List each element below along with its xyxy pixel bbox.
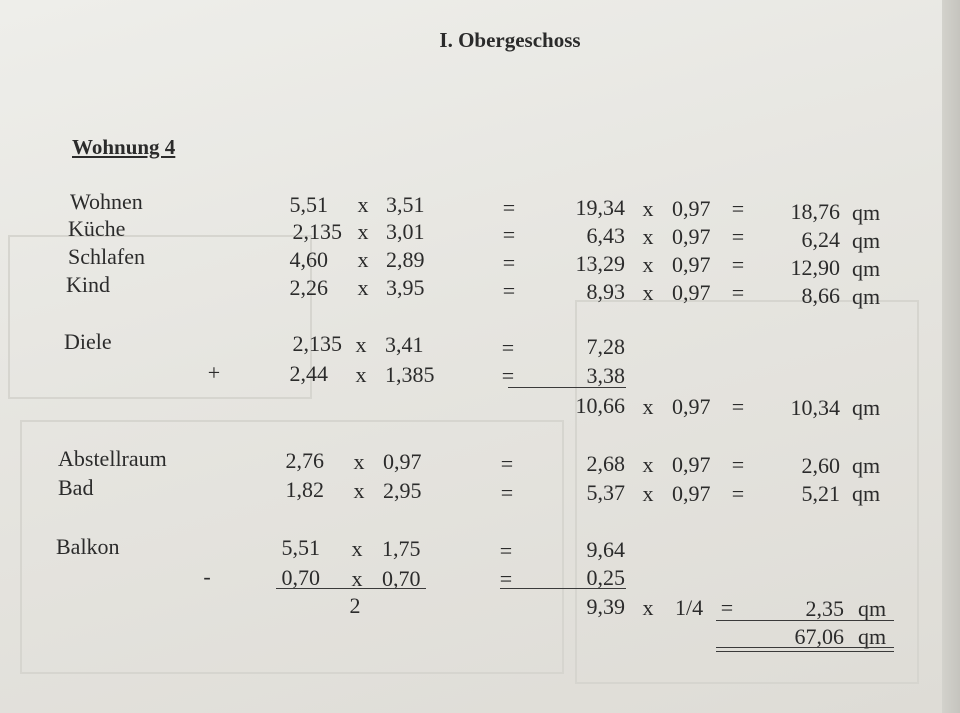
- total-unit: qm: [858, 624, 887, 649]
- area-value: 9,64: [586, 537, 625, 562]
- room-label: Schlafen: [68, 244, 145, 269]
- area-value: 13,29: [575, 251, 625, 276]
- times-sign: x: [353, 449, 365, 474]
- length-value: 2,26: [289, 275, 328, 300]
- factor-value: 0,97: [672, 196, 711, 221]
- width-value: 0,70: [382, 566, 421, 591]
- factor-value: 0,97: [672, 224, 711, 249]
- page-title: I. Obergeschoss: [439, 28, 581, 52]
- length-value: 5,51: [281, 535, 320, 560]
- times-sign: x: [355, 362, 367, 387]
- equals-sign: =: [720, 595, 734, 620]
- unit-label: qm: [852, 453, 881, 478]
- total-double-underline-top: [716, 647, 894, 648]
- area-value: 5,37: [586, 480, 625, 505]
- equals-sign: =: [499, 566, 513, 591]
- equals-sign: =: [731, 224, 745, 249]
- times-sign: x: [642, 481, 654, 506]
- fraction-line: [276, 588, 426, 589]
- equals-sign: =: [499, 538, 513, 563]
- result-value: 18,76: [790, 199, 840, 224]
- area-value: 7,28: [586, 334, 625, 359]
- room-label: Bad: [58, 475, 94, 500]
- length-value: 2,44: [289, 361, 328, 386]
- area-value: 6,43: [586, 223, 625, 248]
- times-sign: x: [642, 196, 654, 221]
- equals-sign: =: [500, 480, 514, 505]
- sum-underline: [508, 387, 626, 388]
- length-value: 0,70: [281, 565, 320, 590]
- length-value: 2,76: [285, 448, 324, 473]
- unit-label: qm: [852, 200, 881, 225]
- factor-value: 1/4: [675, 595, 704, 620]
- result-value: 8,66: [801, 283, 840, 308]
- room-label: Küche: [68, 216, 126, 241]
- times-sign: x: [642, 394, 654, 419]
- divisor-value: 2: [349, 593, 361, 618]
- area-value: 0,25: [586, 565, 625, 590]
- total-double-underline-bottom: [716, 651, 894, 652]
- area-sum-value: 9,39: [586, 594, 625, 619]
- unit-label: qm: [852, 256, 881, 281]
- times-sign: x: [357, 247, 369, 272]
- length-value: 2,135: [292, 219, 342, 244]
- apartment-heading: Wohnung 4: [72, 135, 176, 159]
- width-value: 3,51: [386, 192, 425, 217]
- times-sign: x: [642, 452, 654, 477]
- width-value: 3,01: [386, 219, 425, 244]
- unit-label: qm: [858, 596, 887, 621]
- factor-value: 0,97: [672, 452, 711, 477]
- room-label: Abstellraum: [58, 446, 167, 471]
- width-value: 0,97: [383, 449, 422, 474]
- result-value: 2,60: [801, 453, 840, 478]
- equals-sign: =: [502, 278, 516, 303]
- times-sign: x: [351, 536, 363, 561]
- paper-edge: [942, 0, 960, 713]
- result-value: 2,35: [805, 596, 844, 621]
- area-value: 19,34: [575, 195, 625, 220]
- equals-sign: =: [731, 481, 745, 506]
- room-label: Kind: [66, 272, 110, 297]
- area-value: 3,38: [586, 363, 625, 388]
- equals-sign: =: [501, 363, 515, 388]
- width-value: 3,41: [385, 332, 424, 357]
- times-sign: x: [642, 224, 654, 249]
- room-label: Diele: [64, 329, 112, 354]
- factor-value: 0,97: [672, 394, 711, 419]
- length-value: 2,135: [292, 331, 342, 356]
- minus-sign: -: [203, 564, 211, 589]
- times-sign: x: [355, 332, 367, 357]
- equals-sign: =: [731, 252, 745, 277]
- unit-label: qm: [852, 284, 881, 309]
- factor-value: 0,97: [672, 252, 711, 277]
- room-label: Balkon: [56, 534, 120, 559]
- equals-sign: =: [731, 196, 745, 221]
- result-value: 10,34: [790, 395, 840, 420]
- times-sign: x: [642, 595, 654, 620]
- sum-underline: [500, 588, 626, 589]
- unit-label: qm: [852, 228, 881, 253]
- unit-label: qm: [852, 395, 881, 420]
- factor-value: 0,97: [672, 280, 711, 305]
- result-value: 5,21: [801, 481, 840, 506]
- times-sign: x: [642, 280, 654, 305]
- total-value: 67,06: [794, 624, 844, 649]
- equals-sign: =: [502, 250, 516, 275]
- times-sign: x: [353, 478, 365, 503]
- length-value: 5,51: [289, 192, 328, 217]
- equals-sign: =: [500, 451, 514, 476]
- unit-label: qm: [852, 481, 881, 506]
- times-sign: x: [357, 192, 369, 217]
- width-value: 1,385: [385, 362, 435, 387]
- equals-sign: =: [502, 195, 516, 220]
- times-sign: x: [642, 252, 654, 277]
- equals-sign: =: [731, 280, 745, 305]
- area-value: 8,93: [586, 279, 625, 304]
- result-underline: [716, 620, 894, 621]
- result-value: 12,90: [790, 255, 840, 280]
- length-value: 4,60: [289, 247, 328, 272]
- area-value: 2,68: [586, 451, 625, 476]
- width-value: 3,95: [386, 275, 425, 300]
- width-value: 2,89: [386, 247, 425, 272]
- result-value: 6,24: [801, 227, 840, 252]
- area-sum-value: 10,66: [575, 393, 625, 418]
- equals-sign: =: [731, 394, 745, 419]
- width-value: 2,95: [383, 478, 422, 503]
- room-label: Wohnen: [70, 189, 143, 214]
- length-value: 1,82: [285, 477, 324, 502]
- plus-sign: +: [207, 360, 221, 385]
- width-value: 1,75: [382, 536, 421, 561]
- equals-sign: =: [502, 222, 516, 247]
- factor-value: 0,97: [672, 481, 711, 506]
- times-sign: x: [357, 275, 369, 300]
- times-sign: x: [351, 566, 363, 591]
- times-sign: x: [357, 219, 369, 244]
- equals-sign: =: [501, 335, 515, 360]
- equals-sign: =: [731, 452, 745, 477]
